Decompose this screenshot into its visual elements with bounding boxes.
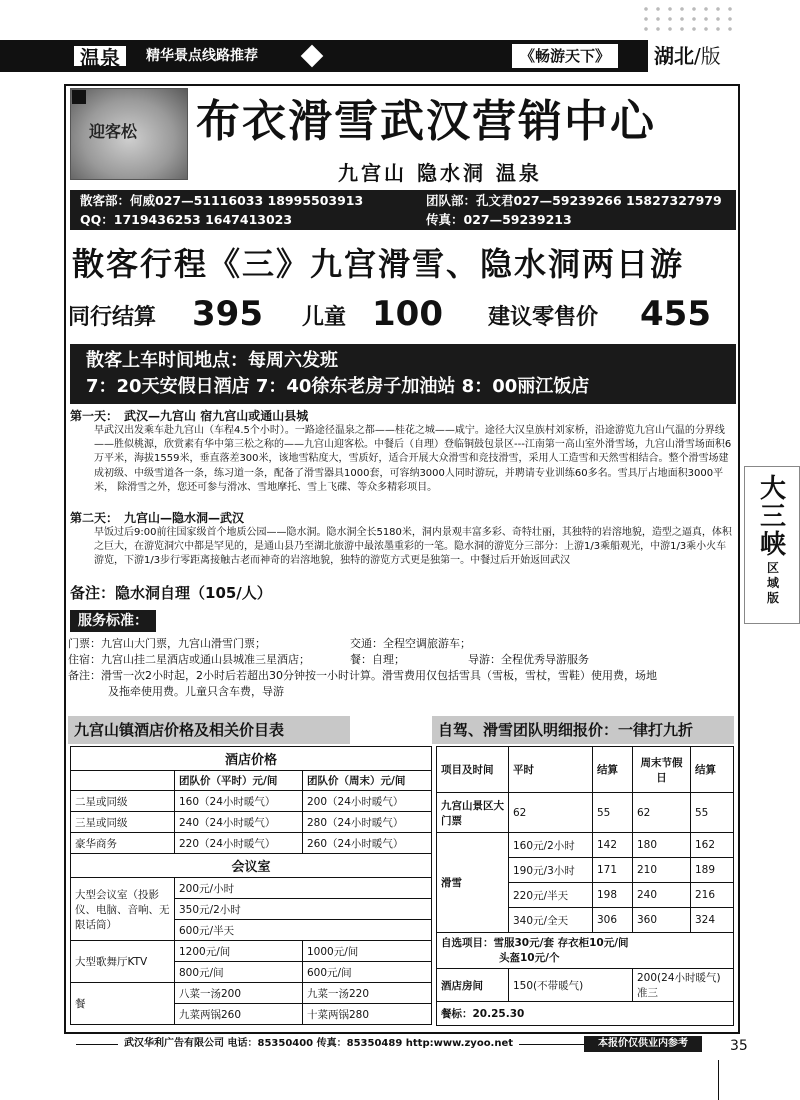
retail-price-label: 建议零售价 — [488, 305, 599, 330]
itinerary-day-2 — [70, 510, 734, 569]
ski-time: 220元/半天 — [509, 883, 593, 908]
food-price: 九菜一汤220 — [303, 983, 432, 1004]
food-price: 十菜两锅280 — [303, 1004, 432, 1025]
itinerary-day-1 — [70, 408, 734, 495]
fax-contact: 传真：027—59239213 — [426, 212, 572, 227]
child-price-value: 100 — [372, 294, 443, 334]
header-subtitle: 精华景点线路推荐 — [146, 48, 258, 64]
ad-spots: 九宫山 隐水洞 温泉 — [338, 161, 542, 185]
decorative-dot-grid — [640, 4, 740, 34]
col-weekday-header: 平时 — [509, 747, 593, 793]
room-price-a: 150(不带暖气) — [509, 969, 633, 1002]
meal-standard: 餐标：20.25.30 — [437, 1002, 734, 1026]
hotel-row-weekday: 240（24小时暖气） — [175, 812, 303, 833]
ski-label: 滑雪 — [437, 833, 509, 933]
col-item-header: 项目及时间 — [437, 747, 509, 793]
day-2-label: 第二天： — [70, 511, 119, 525]
ktv-name: 大型歌舞厅KTV — [71, 941, 175, 983]
ski-settle2: 216 — [691, 883, 734, 908]
hotel-table-heading: 九宫山镇酒店价格及相关价目表 — [68, 716, 350, 744]
tour-title: 散客行程《三》九宫滑雪、隐水洞两日游 — [72, 245, 685, 283]
room-label: 酒店房间 — [437, 969, 509, 1002]
retail-contact: 散客部：何威027—51116033 18995503913 — [80, 193, 364, 208]
cave-note: 备注：隐水洞自理（105/人） — [70, 584, 272, 602]
ski-settle: 306 — [593, 908, 633, 933]
ski-settle: 198 — [593, 883, 633, 908]
col-settle2-header: 结算 — [691, 747, 734, 793]
ski-table-heading: 自驾、滑雪团队明细报价：一律打九折 — [432, 716, 734, 744]
col-weekday-header: 团队价（平时）元/间 — [175, 771, 303, 791]
header-section: 《畅游天下》 — [512, 44, 618, 68]
header-region: 湖北/版 — [654, 44, 721, 68]
ktv-price: 600元/间 — [303, 962, 432, 983]
food-price: 九菜两锅260 — [175, 1004, 303, 1025]
hotel-row-weekend: 280（24小时暖气） — [303, 812, 432, 833]
ski-settle2: 324 — [691, 908, 734, 933]
ski-weekend: 210 — [633, 858, 691, 883]
hotel-row-weekend: 260（24小时暖气） — [303, 833, 432, 854]
footer-divider — [718, 1060, 719, 1100]
contact-bar — [70, 190, 736, 230]
ktv-price: 1200元/间 — [175, 941, 303, 962]
gate-weekday: 62 — [509, 793, 593, 833]
logo-square — [72, 90, 86, 104]
table-cell — [71, 771, 175, 791]
ski-settle: 171 — [593, 858, 633, 883]
rock-inscription: 迎客松 — [89, 122, 138, 141]
child-price-label: 儿童 — [302, 305, 347, 330]
meeting-price: 200元/小时 — [175, 878, 432, 899]
ski-settle2: 162 — [691, 833, 734, 858]
service-remark-1: 备注：滑雪一次2小时起，2小时后若超出30分钟按一小时计算。滑雪费用仅包括雪具（雪板，雪杖，雪鞋）使用费，场地 — [68, 669, 657, 682]
departure-times: 7：20天安假日酒店 7：40徐东老房子加油站 8：00丽江饭店 — [86, 376, 590, 397]
col-settle-header: 结算 — [593, 747, 633, 793]
ski-weekend: 360 — [633, 908, 691, 933]
gate-ticket-label: 九宫山景区大门票 — [437, 793, 509, 833]
day-1-route: 武汉—九宫山 宿九宫山或通山县城 — [124, 409, 309, 423]
ad-title: 布衣滑雪武汉营销中心 — [196, 96, 656, 147]
ktv-price: 1000元/间 — [303, 941, 432, 962]
ski-time: 190元/3小时 — [509, 858, 593, 883]
hotel-row-weekday: 220（24小时暖气） — [175, 833, 303, 854]
ski-weekend: 240 — [633, 883, 691, 908]
departure-bar — [70, 344, 736, 404]
day-1-label: 第一天： — [70, 409, 119, 423]
service-lodging: 住宿：九宫山挂二星酒店或通山县城准三星酒店； — [68, 653, 310, 666]
room-price-b: 200(24小时暖气)准三 — [633, 969, 734, 1002]
side-tab-title: 大三峡 — [759, 474, 786, 560]
food-name: 餐 — [71, 983, 175, 1025]
hotel-price-table — [70, 746, 432, 1025]
col-weekend-header: 周末节假日 — [633, 747, 691, 793]
ski-settle: 142 — [593, 833, 633, 858]
hotel-row-name: 豪华商务 — [71, 833, 175, 854]
meeting-room-name: 大型会议室（投影仪、电脑、音响、无限话筒） — [71, 878, 175, 941]
day-2-route: 九宫山—隐水洞—武汉 — [124, 511, 245, 525]
page-header — [0, 40, 800, 72]
service-meals: 餐：自理； — [350, 653, 405, 666]
day-2-text: 早饭过后9:00前往国家级首个地质公园——隐水洞。隐水洞全长5180米，洞内景观丰富多彩、奇特壮丽，其独特的岩溶地貌，造型之逼真，体积之巨大，在游览洞穴中都是罕见的，是通山县乃至湖北旅游中最浓墨重彩的一笔。隐水洞的游览分三部分：上游1/3乘船观光，中游1/3乘小火车游览，下游1/3步行零距离接触古老而神奇的岩溶地貌，独特的游览方式更是独第一。中餐过后开始返回武汉 — [94, 527, 732, 567]
service-ticket: 门票：九宫山大门票，九宫山滑雪门票； — [68, 637, 266, 650]
hotel-row-name: 三星或同级 — [71, 812, 175, 833]
optional-items-line-1: 自选项目：雪服30元/套 存衣柜10元/间 — [441, 936, 629, 949]
meeting-price: 350元/2小时 — [175, 899, 432, 920]
page-number: 35 — [730, 1038, 748, 1054]
hotel-row-name: 二星或同级 — [71, 791, 175, 812]
price-line — [68, 294, 740, 342]
side-region-tab — [744, 466, 800, 624]
day-1-text: 早武汉出发乘车赴九宫山（车程4.5个小时）。一路途径温泉之都——桂花之城——咸宁。途径大汉皇族村刘家桥，沿途游览九宫山气温的分界线——胜似桃源，欣赏素有华中第三松之称的——九宫山迎客松。中餐后（自理）登临铜鼓包景区---江南第一高山室外滑雪场，九宫山滑雪场面积6万平米，海拔1559米，垂直落差300米，该地雪粘度大，雪质好，适合开展大众滑雪和竞技滑雪，采用人工造雪和天然雪相结合。整个滑雪场建成初级、中级雪道各一条，练习道一条，配备了滑雪器具1000套，可容纳3000人同时游玩，并聘请专业训练60多名。雪具厅占地面积3000平米， 除滑雪之外，您还可参与滑冰、雪地摩托、雪上飞碟、等众多精彩项目。 — [94, 425, 732, 493]
gate-settle: 55 — [593, 793, 633, 833]
peer-price-label: 同行结算 — [68, 305, 157, 330]
optional-items — [437, 933, 734, 969]
departure-title: 散客上车时间地点：每周六发班 — [86, 350, 338, 371]
food-price: 八菜一汤200 — [175, 983, 303, 1004]
service-title: 服务标准： — [70, 610, 156, 632]
footer-disclaimer: 本报价仅供业内参考 — [584, 1036, 702, 1052]
service-remark-2: 及拖牵使用费。儿童只含车费，导游 — [108, 685, 284, 698]
rock-photo — [70, 88, 188, 180]
qq-contact: QQ：1719436253 1647413023 — [80, 212, 293, 227]
gate-weekend: 62 — [633, 793, 691, 833]
page-footer — [76, 1034, 748, 1054]
service-standards — [68, 636, 736, 700]
peer-price-value: 395 — [192, 294, 263, 334]
footer-company: 武汉华利广告有限公司 电话：85350400 传真：85350489 http:www.zyoo.net — [118, 1034, 519, 1054]
hotel-row-weekend: 200（24小时暖气） — [303, 791, 432, 812]
side-tab-subtitle: 区域版 — [766, 561, 779, 605]
ski-price-table — [436, 746, 734, 1026]
hotel-section-header: 酒店价格 — [71, 747, 432, 771]
ski-time: 340元/全天 — [509, 908, 593, 933]
header-brand: 温泉 — [72, 44, 128, 68]
ski-weekend: 180 — [633, 833, 691, 858]
meeting-section-header: 会议室 — [71, 854, 432, 878]
group-contact: 团队部：孔文君027—59239266 15827327979 — [426, 193, 722, 208]
ski-time: 160元/2小时 — [509, 833, 593, 858]
optional-items-line-2: 头盔10元/个 — [499, 951, 560, 964]
meeting-price: 600元/半天 — [175, 920, 432, 941]
hotel-row-weekday: 160（24小时暖气） — [175, 791, 303, 812]
retail-price-value: 455 — [640, 294, 711, 334]
col-weekend-header: 团队价（周末）元/间 — [303, 771, 432, 791]
ski-settle2: 189 — [691, 858, 734, 883]
gate-settle2: 55 — [691, 793, 734, 833]
ktv-price: 800元/间 — [175, 962, 303, 983]
service-transport: 交通：全程空调旅游车； — [350, 637, 471, 650]
service-guide: 导游：全程优秀导游服务 — [468, 653, 589, 666]
